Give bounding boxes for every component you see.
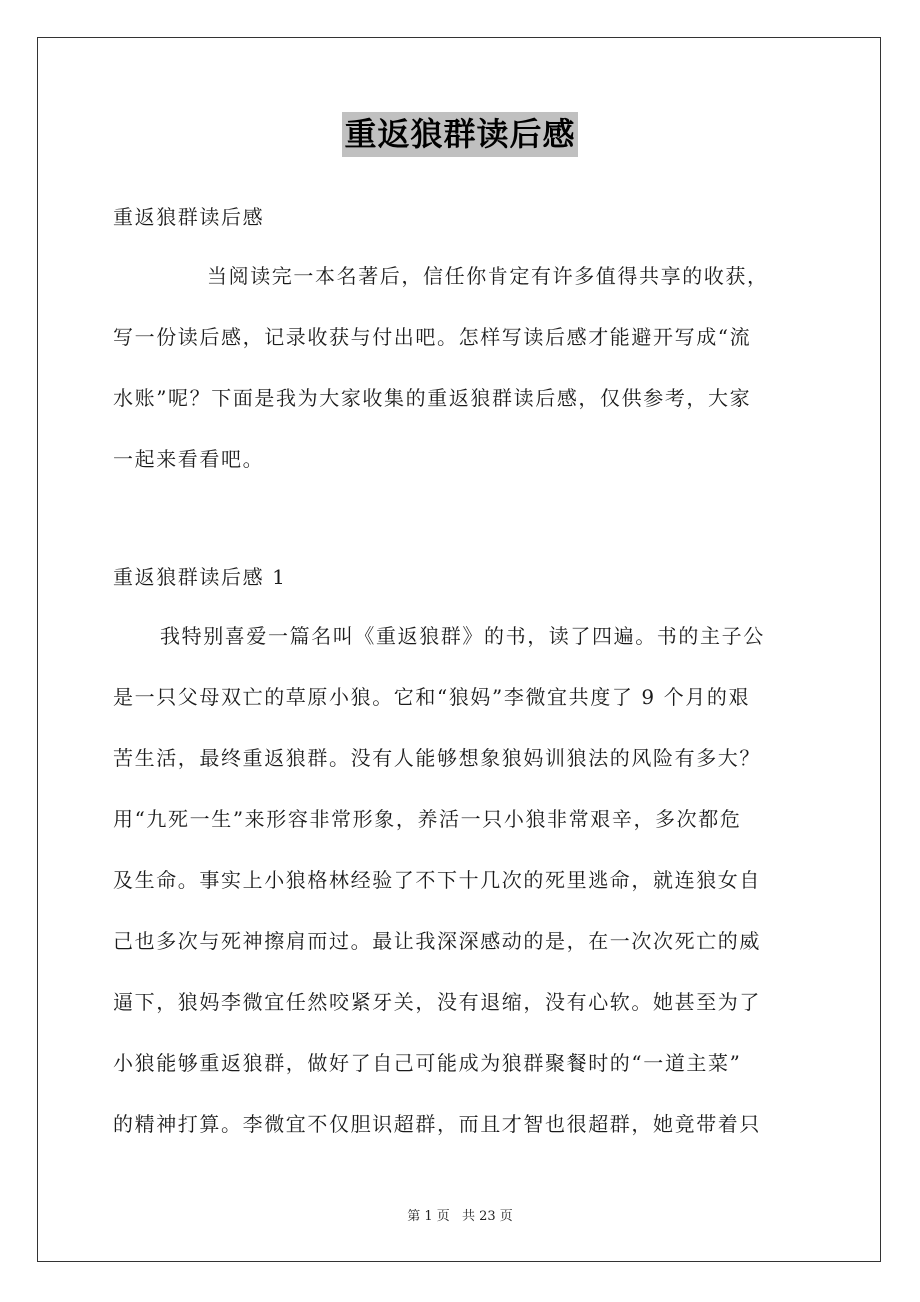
section-line-2: 是一只父母双亡的草原小狼。它和“狼妈”李微宜共度了 9 个月的艰 [113,685,751,709]
section-heading: 重返狼群读后感 1 [113,565,287,589]
title-container [0,112,920,157]
section-line-5: 及生命。事实上小狼格林经验了不下十几次的死里逃命，就连狼女自 [113,868,761,892]
section-line-1: 我特别喜爱一篇名叫《重返狼群》的书，读了四遍。书的主子公 [160,624,765,648]
intro-line-4: 一起来看看吧。 [113,447,265,471]
section-line-4: 用“九死一生”来形容非常形象，养活一只小狼非常艰辛，多次都危 [113,807,742,831]
document-title: 重返狼群读后感 [342,112,577,157]
intro-line-3: 水账”呢？下面是我为大家收集的重返狼群读后感，仅供参考，大家 [113,386,752,410]
page-footer [0,1205,920,1224]
intro-line-2: 写一份读后感，记录收获与付出吧。怎样写读后感才能避开写成“流 [113,325,752,349]
current-page-label: 第 1 页 [407,1209,450,1224]
section-line-8: 小狼能够重返狼群，做好了自己可能成为狼群聚餐时的“一道主菜” [113,1051,742,1075]
section-line-6: 己也多次与死神擦肩而过。最让我深深感动的是，在一次次死亡的威 [113,929,761,953]
section-line-3: 苦生活，最终重返狼群。没有人能够想象狼妈训狼法的风险有多大？ [113,746,761,770]
section-line-9: 的精神打算。李微宜不仅胆识超群，而且才智也很超群，她竟带着只 [113,1112,761,1136]
total-pages-label: 共 23 页 [461,1209,513,1224]
section-line-7: 逼下，狼妈李微宜任然咬紧牙关，没有退缩，没有心软。她甚至为了 [113,990,761,1014]
document-subtitle: 重返狼群读后感 [113,205,265,229]
intro-line-1: 当阅读完一本名著后，信任你肯定有许多值得共享的收获， [207,264,769,288]
